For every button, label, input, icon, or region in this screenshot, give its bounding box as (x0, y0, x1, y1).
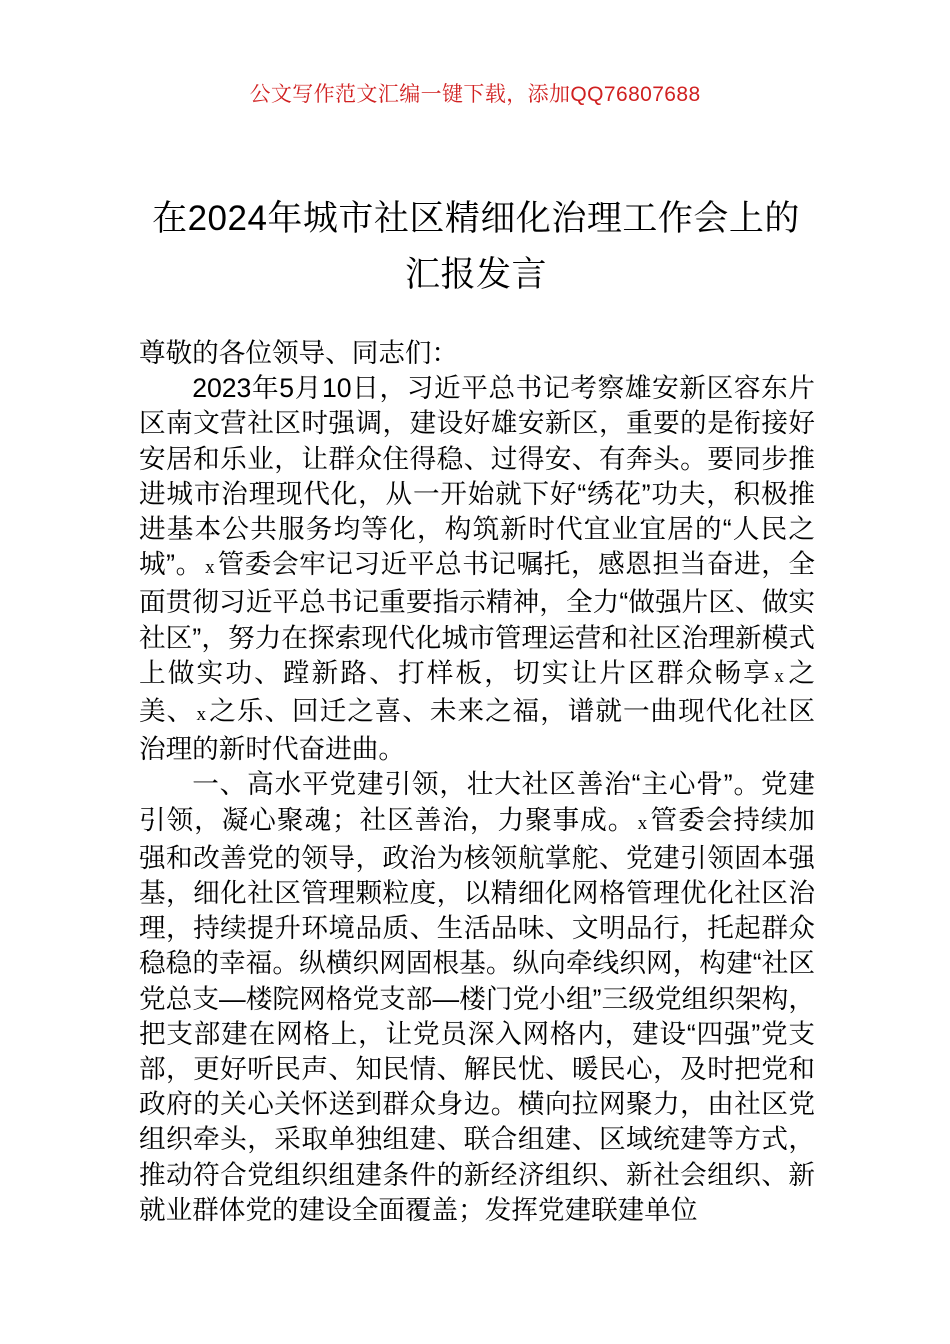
redaction-placeholder: x (196, 704, 207, 726)
document-title: 在2024年城市社区精细化治理工作会上的汇报发言 (152, 199, 800, 294)
redaction-placeholder: x (637, 812, 648, 834)
promo-banner (0, 84, 950, 105)
paragraph-1: 2023年5月10日，习近平总书记考察雄安新区容东片区南文营社区时强调，建设好雄安新区，重要的是衔接好安居和乐业，让群众住得稳、过得安、有奔头。要同步推进城市治理现代化，从一开始就下好“绣花”功夫，积极推进基本公共服务均等化，构筑新时代宜业宜居的“人民之城”。 x管委会牢记习近平总书记嘱托，感恩担当奋进，全面贯彻习近平总书记重要指示精神，全力“做强片区、做实社区”，努力在探索现代化城市管理运营和社区治理新模式上做实功、蹚新路、打样板，切实让片区群众畅享 x之美、 x之乐、回迁之喜、未来之福，谱就一曲现代化社区治理的新时代奋进曲。 (139, 373, 816, 765)
document-body (139, 336, 815, 1228)
promo-text: 公文写作范文汇编一键下载，添加QQ76807688 (249, 83, 701, 106)
redaction-placeholder: x (205, 557, 215, 579)
redaction-placeholder: x (774, 665, 784, 687)
paragraph-2: 一、高水平党建引领，壮大社区善治“主心骨”。党建引领，凝心聚魂；社区善治，力聚事成。 x管委会持续加强和改善党的领导，政治为核领航掌舵、党建引领固本强基，细化社区管理颗粒度，以精细化网格管理优化社区治理，持续提升环境品质、生活品味、文明品行，托起群众稳稳的幸福。纵横织网固根基。纵向牵线织网，构建“社区党总支—楼院网格党支部—楼门党小组”三级党组织架构，把支部建在网格上，让党员深入网格内，建设“四强”党支部，更好听民声、知民情、解民忧、暖民心，及时把党和政府的关心关怀送到群众身边。横向拉网聚力，由社区党组织牵头，采取单独组建、联合组建、区域统建等方式，推动符合党组织组建条件的新经济组织、新社会组织、新就业群体党的建设全面覆盖；发挥党建联建单位 (139, 769, 816, 1225)
salutation-line: 尊敬的各位领导、同志们： (139, 338, 459, 368)
